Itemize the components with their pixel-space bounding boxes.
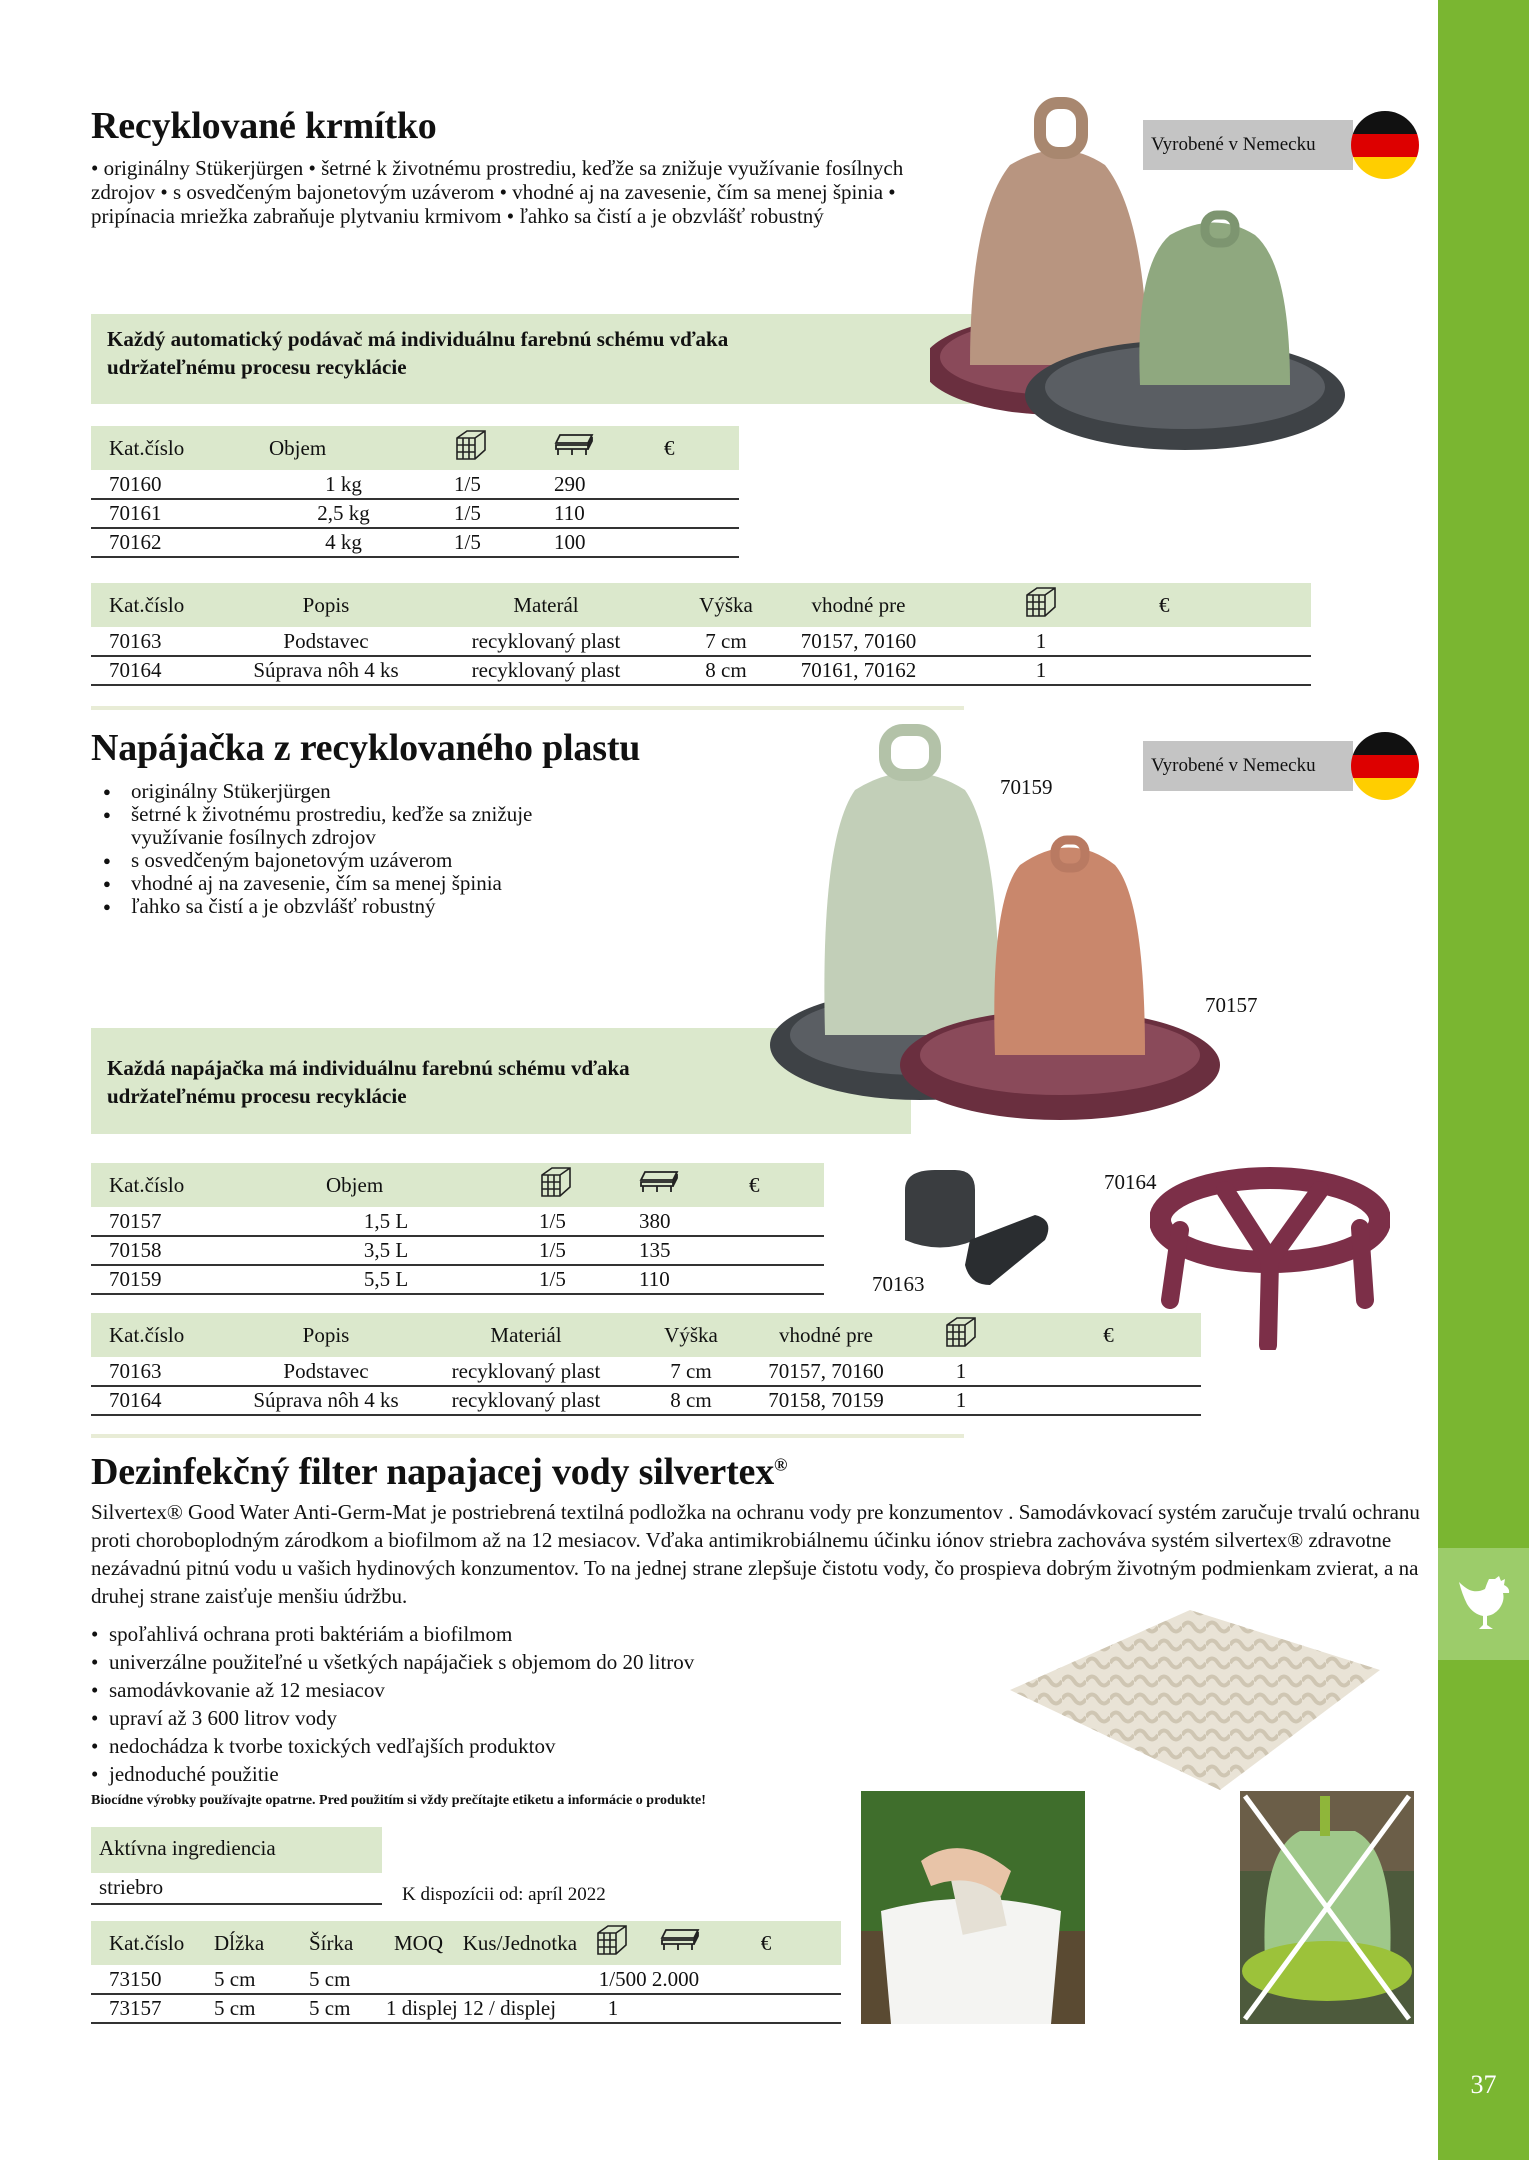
biocide-warning: Biocídne výrobky používajte opatrne. Pred použitím si vždy prečítajte etiketu a informácie o produkte! <box>91 1793 706 1808</box>
list-item: • jednoduché použitie <box>91 1760 991 1788</box>
col-cat: Kat.číslo <box>91 1921 196 1965</box>
drinker-bullets <box>91 780 611 918</box>
table-row: 70159 5,5 L 1/5 110 <box>91 1265 824 1294</box>
poultry-tab[interactable] <box>1438 1548 1529 1660</box>
section-title-feeder: Recyklované krmítko <box>91 105 437 147</box>
label-70164: 70164 <box>1104 1170 1157 1194</box>
box-icon <box>521 1163 621 1207</box>
section-divider <box>91 1434 964 1438</box>
table-row: 70162 4 kg 1/5 100 <box>91 528 739 557</box>
german-flag-icon <box>1350 731 1420 801</box>
made-in-germany-badge: Vyrobené v Nemecku <box>1143 120 1353 170</box>
availability-note: K dispozícii od: apríl 2022 <box>402 1884 606 1905</box>
col-price: € <box>731 1163 824 1207</box>
feeder-accessory-table <box>91 583 1311 686</box>
col-per-unit: Kus/Jednotka <box>458 1921 593 1965</box>
pallet-icon <box>621 1163 731 1207</box>
pallet-icon <box>658 1921 743 1965</box>
col-material: Materiál <box>416 1313 636 1357</box>
section-divider <box>91 706 964 710</box>
list-item: ● originálny Stükerjürgen <box>91 780 611 803</box>
col-width: Šírka <box>291 1921 376 1965</box>
col-suitable: vhodné pre <box>776 583 941 627</box>
table-row: 70163 Podstavec recyklovaný plast 7 cm 70157, 70160 1 <box>91 1357 1201 1386</box>
feeder-intro: • originálny Stükerjürgen • šetrné k životnému prostrediu, keďže sa znižuje využívanie fosílnych zdrojov • s osvedčeným bajonetovým uzáverom • vhodné aj na zavesenie, čím sa menej špinia • pripínacia mriežka zabraňuje plytvaniu krmivom • ľahko sa čistí a je obzvlášť robustný <box>91 156 904 228</box>
drinker-accessory-table <box>91 1313 1201 1416</box>
col-desc: Popis <box>236 1313 416 1357</box>
list-item: ● vhodné aj na zavesenie, čím sa menej špinia <box>91 872 611 895</box>
list-item: ● s osvedčeným bajonetovým uzáverom <box>91 849 611 872</box>
drinker-crossed-photo <box>1240 1791 1414 2024</box>
col-price: € <box>1016 1313 1201 1357</box>
ingredient-value: striebro <box>99 1875 164 1899</box>
section-title-drinker: Napájačka z recyklovaného plastu <box>91 727 641 769</box>
col-desc: Popis <box>236 583 416 627</box>
box-icon <box>593 1921 658 1965</box>
col-cat: Kat.číslo <box>91 426 251 470</box>
table-row: 70160 1 kg 1/5 290 <box>91 470 739 499</box>
col-height: Výška <box>676 583 776 627</box>
col-cat: Kat.číslo <box>91 1313 236 1357</box>
col-price: € <box>1141 583 1311 627</box>
list-item: • nedochádza k tvorbe toxických vedľajších produktov <box>91 1732 991 1760</box>
col-moq: MOQ <box>376 1921 458 1965</box>
list-item: • samodávkovanie až 12 mesiacov <box>91 1676 991 1704</box>
feeder-band-text: Každý automatický podávač má individuálnu farebnú schému vďaka udržateľnému procesu recyklácie <box>107 327 729 379</box>
label-70157: 70157 <box>1205 993 1258 1017</box>
table-row: 73157 5 cm 5 cm 1 displej 12 / displej 1 <box>91 1994 841 2023</box>
list-item: ● šetrné k životnému prostrediu, keďže sa znižuje využívanie fosílnych zdrojov <box>91 803 611 849</box>
col-material: Materál <box>416 583 676 627</box>
col-price: € <box>743 1921 841 1965</box>
box-icon <box>906 1313 1016 1357</box>
rooster-icon <box>1457 1575 1511 1633</box>
table-row: 73150 5 cm 5 cm 1/500 2.000 <box>91 1965 841 1994</box>
col-cat: Kat.číslo <box>91 1163 251 1207</box>
ingredient-header-text: Aktívna ingrediencia <box>99 1836 276 1860</box>
label-70163: 70163 <box>872 1272 925 1296</box>
col-volume: Objem <box>251 1163 521 1207</box>
filter-intro: Silvertex® Good Water Anti-Germ-Mat je postriebrená textilná podložka na ochranu vody pre konzumentov . Samodávkovací systém zaručuje trvalú ochranu proti choroboplodným zárodkom a biofilmom až na 12 mesiacov. Vďaka antimikrobiálnemu účinku iónov striebra zachováva systém silvertex® zdravotne nezávadnú pitnú vodu u vašich hydinových konzumentov. To na jednej strane zlepšuje čistotu vody, čo prospieva dobrým životným podmienkam zvierat, a na druhej strane zaisťuje menšiu údržbu. <box>91 1500 1420 1608</box>
list-item: • univerzálne použiteľné u všetkých napájačiek s objemom do 20 litrov <box>91 1648 991 1676</box>
section-title-filter: Dezinfekčný filter napajacej vody silvertex® <box>91 1451 788 1493</box>
list-item: • upraví až 3 600 litrov vody <box>91 1704 991 1732</box>
filter-bullets <box>91 1620 991 1788</box>
label-70159: 70159 <box>1000 775 1053 799</box>
col-cat: Kat.číslo <box>91 583 236 627</box>
german-flag-icon <box>1350 110 1420 180</box>
green-sidebar <box>1438 0 1529 2160</box>
drinker-table <box>91 1163 824 1295</box>
ingredient-underline <box>91 1903 382 1905</box>
col-length: Dĺžka <box>196 1921 291 1965</box>
col-height: Výška <box>636 1313 746 1357</box>
feeder-table <box>91 426 739 558</box>
table-row: 70163 Podstavec recyklovaný plast 7 cm 70157, 70160 1 <box>91 627 1311 656</box>
made-in-germany-badge: Vyrobené v Nemecku <box>1143 741 1353 791</box>
table-row: 70158 3,5 L 1/5 135 <box>91 1236 824 1265</box>
table-row: 70157 1,5 L 1/5 380 <box>91 1207 824 1236</box>
box-icon <box>941 583 1141 627</box>
table-row: 70164 Súprava nôh 4 ks recyklovaný plast 8 cm 70161, 70162 1 <box>91 656 1311 685</box>
drinker-band-text: Každá napájačka má individuálnu farebnú schému vďaka udržateľnému procesu recyklácie <box>107 1056 630 1108</box>
col-volume: Objem <box>251 426 436 470</box>
list-item: • spoľahlivá ochrana proti baktériám a biofilmom <box>91 1620 991 1648</box>
filter-table <box>91 1921 841 2024</box>
list-item: ● ľahko sa čistí a je obzvlášť robustný <box>91 895 611 918</box>
page-number: 37 <box>1470 2070 1497 2099</box>
mat-photo <box>990 1600 1390 1800</box>
box-icon <box>436 426 536 470</box>
hand-photo <box>861 1791 1085 2024</box>
col-price: € <box>646 426 739 470</box>
base-photo <box>895 1160 1060 1300</box>
col-suitable: vhodné pre <box>746 1313 906 1357</box>
pallet-icon <box>536 426 646 470</box>
table-row: 70164 Súprava nôh 4 ks recyklovaný plast 8 cm 70158, 70159 1 <box>91 1386 1201 1415</box>
table-row: 70161 2,5 kg 1/5 110 <box>91 499 739 528</box>
